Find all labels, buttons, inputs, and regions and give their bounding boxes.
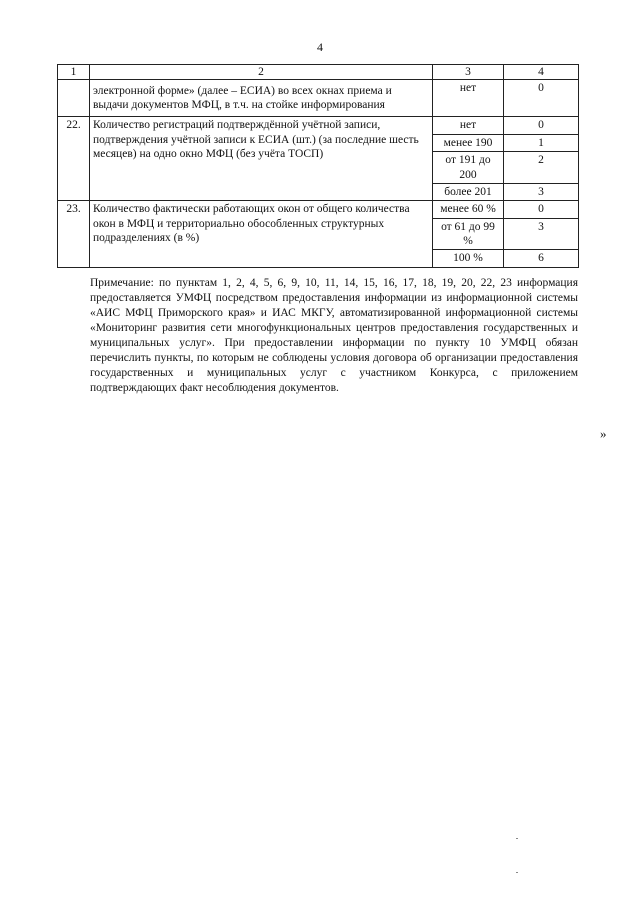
option-value: нет [433, 117, 504, 134]
option-score: 1 [504, 134, 579, 151]
option-score: 0 [504, 80, 579, 117]
row-number: 22. [58, 117, 90, 201]
option-value: менее 60 % [433, 201, 504, 218]
criterion-text: Количество регистраций подтверждённой учётной записи, подтверждения учётной записи к ЕСИА (шт.) (за последние шесть месяцев) на одно окно МФЦ (без учёта ТОСП) [90, 117, 433, 201]
row-number-cell [58, 80, 90, 117]
option-value: менее 190 [433, 134, 504, 151]
option-score: 0 [504, 117, 579, 134]
header-col-4: 4 [504, 65, 579, 80]
option-value: 100 % [433, 250, 504, 267]
option-value: от 191 до 200 [433, 152, 504, 184]
option-value: нет [433, 80, 504, 117]
table-row [58, 201, 579, 218]
option-score: 3 [504, 183, 579, 200]
option-value: от 61 до 99 % [433, 218, 504, 250]
header-col-2: 2 [90, 65, 433, 80]
criterion-text: Количество фактически работающих окон от общего количества окон в МФЦ и территориально обособленных структурных подразделениях (в %) [90, 201, 433, 268]
table-row-continuation [58, 80, 579, 117]
note-paragraph: Примечание: по пунктам 1, 2, 4, 5, 6, 9, 10, 11, 14, 15, 16, 17, 18, 19, 20, 22, 23 информация предоставляется УМФЦ посредством предоставления информации из информационной системы «АИС МФЦ Приморского края» и ИАС МКГУ, автоматизированной информационной системы «Мониторинг развития сети многофункциональных центров предоставления государственных и муниципальных услуг». При предоставлении информации по пункту 10 УМФЦ обязан перечислить пункты, по которым не соблюдены условия договора об организации предоставления государственных и муниципальных услуг с участником Конкурса, с приложением подтверждающих факт несоблюдения документов. [90, 277, 578, 394]
option-score: 3 [504, 218, 579, 250]
criteria-table [57, 64, 579, 268]
criterion-text: электронной форме» (далее – ЕСИА) во всех окнах приема и выдачи документов МФЦ, в т.ч. на стойке информирования [90, 80, 433, 117]
option-score: 6 [504, 250, 579, 267]
page-number: 4 [317, 40, 323, 54]
header-col-1: 1 [58, 65, 90, 80]
row-number: 23. [58, 201, 90, 268]
table-header-row [58, 65, 579, 80]
option-value: более 201 [433, 183, 504, 200]
header-col-3: 3 [433, 65, 504, 80]
option-score: 0 [504, 201, 579, 218]
scan-speck [516, 872, 518, 873]
scan-speck [516, 838, 518, 839]
option-score: 2 [504, 152, 579, 184]
table-row [58, 117, 579, 134]
closing-quote: » [600, 426, 607, 441]
